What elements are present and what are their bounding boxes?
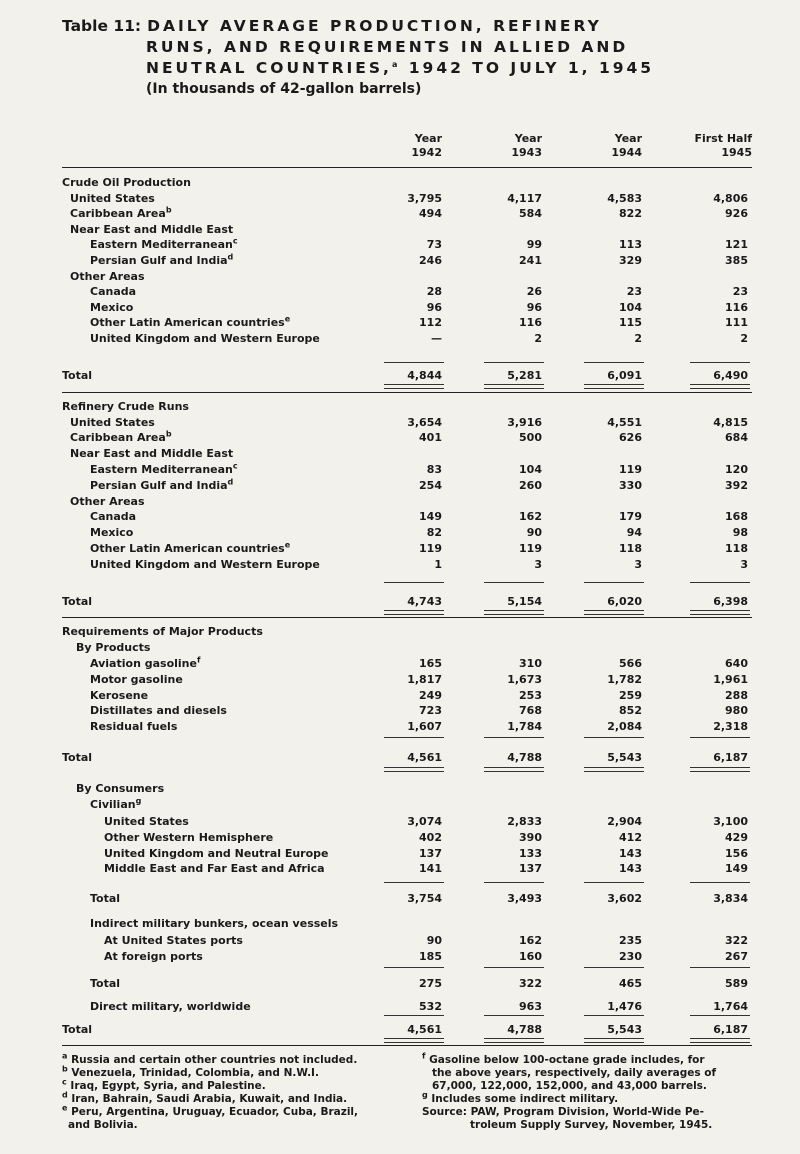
cell-value: 500: [519, 431, 542, 445]
cell-value: 980: [725, 704, 748, 718]
table-row-direct-military: [62, 999, 752, 1014]
row-label: Other Areas: [70, 494, 145, 508]
table-row: [62, 446, 752, 461]
subtotal-rule: [690, 582, 750, 583]
table-row: [62, 253, 752, 268]
total-row-refinery: [62, 594, 752, 609]
row-label: Total: [90, 977, 121, 990]
table-row: [62, 933, 752, 948]
subsection-civilian: [62, 797, 752, 812]
total-row-products: [62, 750, 752, 765]
cell-value: 119: [619, 462, 642, 476]
cell-value: 2: [634, 331, 642, 345]
cell-value: 322: [519, 977, 542, 990]
cell-value: 162: [519, 510, 542, 524]
cell-value: 1,817: [407, 672, 442, 686]
cell-value: 4,844: [407, 369, 442, 382]
row-label: Total: [62, 1023, 93, 1036]
cell-value: 626: [619, 431, 642, 445]
footnote-e: $^e$ Peru, Argentina, Uruguay, Ecuador, Cuba, Brazil,: [62, 1103, 359, 1118]
cell-value: 2,318: [713, 720, 748, 734]
cell-value: 3,795: [407, 191, 442, 205]
table-row: [62, 462, 752, 477]
section-header-refinery: [62, 399, 752, 414]
table-row: [62, 703, 752, 718]
subsection-bunkers: [62, 916, 752, 931]
total-double-rule: [484, 1038, 544, 1043]
table-row: [62, 814, 752, 829]
cell-value: 566: [619, 657, 642, 670]
table-row: [62, 206, 752, 221]
cell-value: 6,187: [713, 1023, 748, 1036]
cell-value: 3: [634, 557, 642, 571]
title-line-1: DAILY AVERAGE PRODUCTION, REFINERY: [147, 17, 602, 35]
cell-value: 260: [519, 478, 542, 492]
cell-value: 253: [519, 688, 542, 702]
cell-value: 149: [419, 510, 442, 524]
subtotal-rule: [484, 582, 544, 583]
subtotal-rule: [384, 362, 444, 363]
row-label: Other Latin American countries$^e$: [90, 540, 291, 555]
table-row: [62, 719, 752, 734]
row-label: Total: [90, 892, 121, 905]
section-header-crude: [62, 175, 752, 190]
section-header-requirements: [62, 624, 752, 639]
cell-value: 119: [519, 541, 542, 555]
subtotal-rule: [384, 1015, 444, 1016]
subtotal-rule: [584, 582, 644, 583]
cell-value: 90: [526, 526, 542, 540]
table-row: [62, 949, 752, 964]
table-number: Table 11:: [62, 17, 142, 35]
row-label: Canada: [90, 285, 137, 299]
row-label: Indirect military bunkers, ocean vessels: [90, 917, 339, 930]
cell-value: 3,100: [713, 815, 748, 828]
row-label: At foreign ports: [104, 950, 203, 963]
section-rule: [62, 617, 752, 618]
cell-value: 1,961: [713, 672, 748, 686]
footnote-f: $^f$ Gasoline below 100-octane grade includes, for: [422, 1051, 705, 1066]
cell-value: 3,493: [507, 892, 542, 905]
cell-value: 1,784: [507, 720, 542, 734]
row-label: United States: [70, 191, 155, 205]
cell-value: 241: [519, 253, 542, 267]
cell-value: 4,551: [607, 415, 642, 429]
cell-value: 1,764: [713, 1000, 748, 1013]
subtotal-rule: [584, 1015, 644, 1016]
cell-value: 98: [732, 526, 748, 540]
table-row: [62, 541, 752, 556]
cell-value: 392: [725, 478, 748, 492]
subtotal-rule: [584, 882, 644, 883]
footnote-b: $^b$ Venezuela, Trinidad, Colombia, and N.W.I.: [62, 1064, 319, 1079]
cell-value: 3,602: [607, 892, 642, 905]
title-line-2: RUNS, AND REQUIREMENTS IN ALLIED AND: [146, 38, 629, 56]
cell-value: 3,074: [407, 815, 442, 828]
subsection-by-products: [62, 640, 752, 655]
cell-value: 275: [419, 977, 442, 990]
cell-value: 1,782: [607, 672, 642, 686]
table-row: [62, 557, 752, 572]
row-label: Crude Oil Production: [62, 176, 191, 189]
cell-value: 3: [740, 557, 748, 571]
row-label: Middle East and Far East and Africa: [104, 862, 325, 876]
table-row: [62, 672, 752, 687]
cell-value: 494: [419, 207, 442, 221]
title-line-3: NEUTRAL COUNTRIES,: [146, 59, 392, 77]
cell-value: 99: [526, 238, 542, 252]
row-label: United States: [104, 815, 189, 828]
row-label: Other Areas: [70, 269, 145, 283]
cell-value: 118: [619, 541, 642, 555]
cell-value: 4,561: [407, 1023, 442, 1036]
row-label: At United States ports: [104, 934, 243, 947]
cell-value: 1: [434, 557, 442, 571]
row-label: Persian Gulf and India$^d$: [90, 252, 234, 267]
cell-value: 28: [426, 285, 442, 299]
subtotal-rule: [690, 967, 750, 968]
cell-value: 82: [426, 526, 442, 540]
cell-value: 3,834: [713, 892, 748, 905]
cell-value: 429: [725, 830, 748, 844]
cell-value: 141: [419, 862, 442, 876]
cell-value: 310: [519, 657, 542, 670]
row-label: Refinery Crude Runs: [62, 400, 189, 413]
cell-value: 640: [725, 657, 748, 670]
subtotal-rule: [690, 737, 750, 738]
table-row: [62, 478, 752, 493]
header-rule: [62, 167, 752, 168]
cell-value: 96: [526, 300, 542, 314]
subtotal-rule: [584, 967, 644, 968]
cell-value: 465: [619, 977, 642, 990]
footnote-a: $^a$ Russia and certain other countries not included.: [62, 1051, 358, 1066]
table-row: [62, 525, 752, 540]
footnote-e-cont: and Bolivia.: [68, 1119, 138, 1131]
row-label: Requirements of Major Products: [62, 625, 263, 638]
row-label: By Consumers: [76, 782, 165, 795]
row-label: Total: [62, 369, 93, 382]
cell-value: 26: [526, 285, 542, 299]
cell-value: 723: [419, 704, 442, 718]
row-label: Other Western Hemisphere: [104, 830, 274, 844]
total-double-rule: [690, 767, 750, 772]
cell-value: 963: [519, 1000, 542, 1013]
cell-value: 143: [619, 846, 642, 860]
table-title: [62, 16, 782, 99]
cell-value: 6,490: [713, 369, 748, 382]
subtotal-rule: [484, 967, 544, 968]
source-line-2: troleum Supply Survey, November, 1945.: [470, 1119, 713, 1131]
cell-value: 822: [619, 207, 642, 221]
row-label: United States: [70, 415, 155, 429]
subtotal-rule: [690, 1015, 750, 1016]
total-row-bunkers: [62, 976, 752, 991]
subtotal-rule: [484, 737, 544, 738]
cell-value: 684: [725, 431, 748, 445]
table-row: [62, 688, 752, 703]
table-row: [62, 415, 752, 430]
subtotal-rule: [584, 362, 644, 363]
row-label: Persian Gulf and India$^d$: [90, 477, 234, 492]
cell-value: 115: [619, 316, 642, 330]
cell-value: 254: [419, 478, 442, 492]
cell-value: 401: [419, 431, 442, 445]
subtotal-rule: [484, 362, 544, 363]
total-double-rule: [690, 1038, 750, 1043]
table-row: [62, 846, 752, 861]
cell-value: 119: [419, 541, 442, 555]
row-label: Direct military, worldwide: [90, 1000, 251, 1013]
row-label: Distillates and diesels: [90, 704, 227, 718]
cell-value: 4,561: [407, 751, 442, 764]
table-row: [62, 830, 752, 845]
row-label: Canada: [90, 510, 137, 524]
cell-value: 116: [725, 300, 748, 314]
footnote-d: $^d$ Iran, Bahrain, Saudi Arabia, Kuwait, and India.: [62, 1090, 348, 1105]
cell-value: 2: [534, 331, 542, 345]
column-header-1944: Year 1944: [611, 132, 642, 159]
total-double-rule: [484, 610, 544, 615]
cell-value: 532: [419, 1000, 442, 1013]
cell-value: 6,398: [713, 595, 748, 608]
cell-value: 4,815: [713, 415, 748, 429]
row-label: Eastern Mediterranean$^c$: [90, 461, 238, 476]
cell-value: 3,754: [407, 892, 442, 905]
subtotal-rule: [690, 882, 750, 883]
table-row: [62, 222, 752, 237]
column-header-1943: Year 1943: [511, 132, 542, 159]
table-row: [62, 509, 752, 524]
table-row: [62, 494, 752, 509]
row-label: Total: [62, 595, 93, 608]
cell-value: 4,583: [607, 191, 642, 205]
row-label: Mexico: [90, 526, 134, 540]
row-label: United Kingdom and Western Europe: [90, 557, 320, 571]
cell-value: 185: [419, 950, 442, 963]
table-row: [62, 331, 752, 346]
cell-value: —: [431, 331, 442, 345]
cell-value: 116: [519, 316, 542, 330]
row-label: Total: [62, 751, 93, 764]
cell-value: 121: [725, 238, 748, 252]
cell-value: 267: [725, 950, 748, 963]
cell-value: 2,084: [607, 720, 642, 734]
subtotal-rule: [384, 967, 444, 968]
cell-value: 112: [419, 316, 442, 330]
section-rule: [62, 392, 752, 393]
row-label: Motor gasoline: [90, 672, 183, 686]
row-label: Mexico: [90, 300, 134, 314]
cell-value: 73: [426, 238, 442, 252]
table-row: [62, 861, 752, 876]
total-double-rule: [584, 767, 644, 772]
cell-value: 329: [619, 253, 642, 267]
row-label: Other Latin American countries$^e$: [90, 314, 291, 330]
cell-value: 111: [725, 316, 748, 330]
grand-total-row: [62, 1022, 752, 1037]
cell-value: 5,154: [507, 595, 542, 608]
subtotal-rule: [384, 737, 444, 738]
cell-value: 162: [519, 934, 542, 947]
subsection-by-consumers: [62, 781, 752, 796]
row-label: Kerosene: [90, 688, 149, 702]
table-row: [62, 656, 752, 671]
row-label: By Products: [76, 641, 151, 654]
cell-value: 926: [725, 207, 748, 221]
cell-value: 23: [732, 285, 748, 299]
subtotal-rule: [384, 582, 444, 583]
row-label: Caribbean Area$^b$: [70, 205, 172, 221]
cell-value: 246: [419, 253, 442, 267]
row-label: Civilian$^g$: [90, 796, 142, 811]
row-label: Near East and Middle East: [70, 222, 234, 236]
section-rule: [62, 1045, 752, 1046]
cell-value: 589: [725, 977, 748, 990]
cell-value: 5,543: [607, 751, 642, 764]
cell-value: 94: [626, 526, 642, 540]
total-double-rule: [584, 610, 644, 615]
row-label: Eastern Mediterranean$^c$: [90, 236, 238, 252]
cell-value: 402: [419, 830, 442, 844]
cell-value: 118: [725, 541, 748, 555]
cell-value: 390: [519, 830, 542, 844]
cell-value: 113: [619, 238, 642, 252]
row-label: Caribbean Area$^b$: [70, 429, 172, 445]
total-row-crude: [62, 368, 752, 383]
total-double-rule: [584, 384, 644, 389]
cell-value: 179: [619, 510, 642, 524]
cell-value: 768: [519, 704, 542, 718]
cell-value: 143: [619, 862, 642, 876]
cell-value: 6,020: [607, 595, 642, 608]
table-row: [62, 300, 752, 315]
subtotal-rule: [484, 882, 544, 883]
total-double-rule: [690, 384, 750, 389]
cell-value: 322: [725, 934, 748, 947]
table-row: [62, 191, 752, 206]
subtotal-rule: [384, 882, 444, 883]
table-row: [62, 237, 752, 252]
cell-value: 1,476: [607, 1000, 642, 1013]
cell-value: 330: [619, 478, 642, 492]
cell-value: 3,916: [507, 415, 542, 429]
footnote-f-cont-2: 67,000, 122,000, 152,000, and 43,000 barrels.: [432, 1080, 707, 1092]
cell-value: 5,281: [507, 369, 542, 382]
table-row: [62, 269, 752, 284]
title-footnote-mark: a: [391, 59, 401, 69]
cell-value: 584: [519, 207, 542, 221]
cell-value: 137: [419, 846, 442, 860]
cell-value: 133: [519, 846, 542, 860]
cell-value: 104: [519, 462, 542, 476]
subtotal-rule: [484, 1015, 544, 1016]
cell-value: 83: [426, 462, 442, 476]
footnote-c: $^c$ Iraq, Egypt, Syria, and Palestine.: [62, 1077, 266, 1092]
total-double-rule: [584, 1038, 644, 1043]
cell-value: 90: [426, 934, 442, 947]
cell-value: 385: [725, 253, 748, 267]
total-double-rule: [484, 384, 544, 389]
cell-value: 104: [619, 300, 642, 314]
cell-value: 160: [519, 950, 542, 963]
total-double-rule: [484, 767, 544, 772]
column-header-1942: Year 1942: [411, 132, 442, 159]
table-row: [62, 430, 752, 445]
subtotal-rule: [584, 737, 644, 738]
title-line-3-end: 1942 TO JULY 1, 1945: [400, 59, 655, 77]
cell-value: 1,673: [507, 672, 542, 686]
cell-value: 852: [619, 704, 642, 718]
table-subtitle: (In thousands of 42-gallon barrels): [146, 81, 422, 97]
cell-value: 120: [725, 462, 748, 476]
cell-value: 2: [740, 331, 748, 345]
subtotal-rule: [690, 362, 750, 363]
cell-value: 2,904: [607, 815, 642, 828]
cell-value: 230: [619, 950, 642, 963]
cell-value: 6,091: [607, 369, 642, 382]
cell-value: 6,187: [713, 751, 748, 764]
cell-value: 23: [626, 285, 642, 299]
row-label: Aviation gasoline$^f$: [90, 655, 201, 670]
cell-value: 3: [534, 557, 542, 571]
table-row: [62, 315, 752, 330]
cell-value: 1,607: [407, 720, 442, 734]
row-label: United Kingdom and Western Europe: [90, 331, 320, 345]
cell-value: 156: [725, 846, 748, 860]
footnote-f-cont-1: the above years, respectively, daily averages of: [432, 1067, 717, 1079]
table-row: [62, 284, 752, 299]
cell-value: 4,806: [713, 191, 748, 205]
footnote-g: $^g$ Includes some indirect military.: [422, 1090, 619, 1105]
cell-value: 4,788: [507, 1023, 542, 1036]
cell-value: 4,743: [407, 595, 442, 608]
cell-value: 168: [725, 510, 748, 524]
total-double-rule: [384, 1038, 444, 1043]
cell-value: 149: [725, 862, 748, 876]
cell-value: 412: [619, 830, 642, 844]
source-line-1: Source: PAW, Program Division, World-Wide Pe-: [422, 1106, 705, 1118]
column-header-1945: First Half 1945: [694, 132, 752, 159]
cell-value: 235: [619, 934, 642, 947]
row-label: United Kingdom and Neutral Europe: [104, 846, 329, 860]
cell-value: 259: [619, 688, 642, 702]
cell-value: 249: [419, 688, 442, 702]
cell-value: 4,788: [507, 751, 542, 764]
cell-value: 2,833: [507, 815, 542, 828]
total-double-rule: [384, 610, 444, 615]
cell-value: 3,654: [407, 415, 442, 429]
cell-value: 165: [419, 657, 442, 670]
total-double-rule: [690, 610, 750, 615]
total-row-civilian: [62, 891, 752, 906]
cell-value: 96: [426, 300, 442, 314]
cell-value: 137: [519, 862, 542, 876]
row-label: Residual fuels: [90, 720, 178, 734]
cell-value: 4,117: [507, 191, 542, 205]
cell-value: 288: [725, 688, 748, 702]
total-double-rule: [384, 767, 444, 772]
cell-value: 5,543: [607, 1023, 642, 1036]
row-label: Near East and Middle East: [70, 447, 234, 461]
total-double-rule: [384, 384, 444, 389]
